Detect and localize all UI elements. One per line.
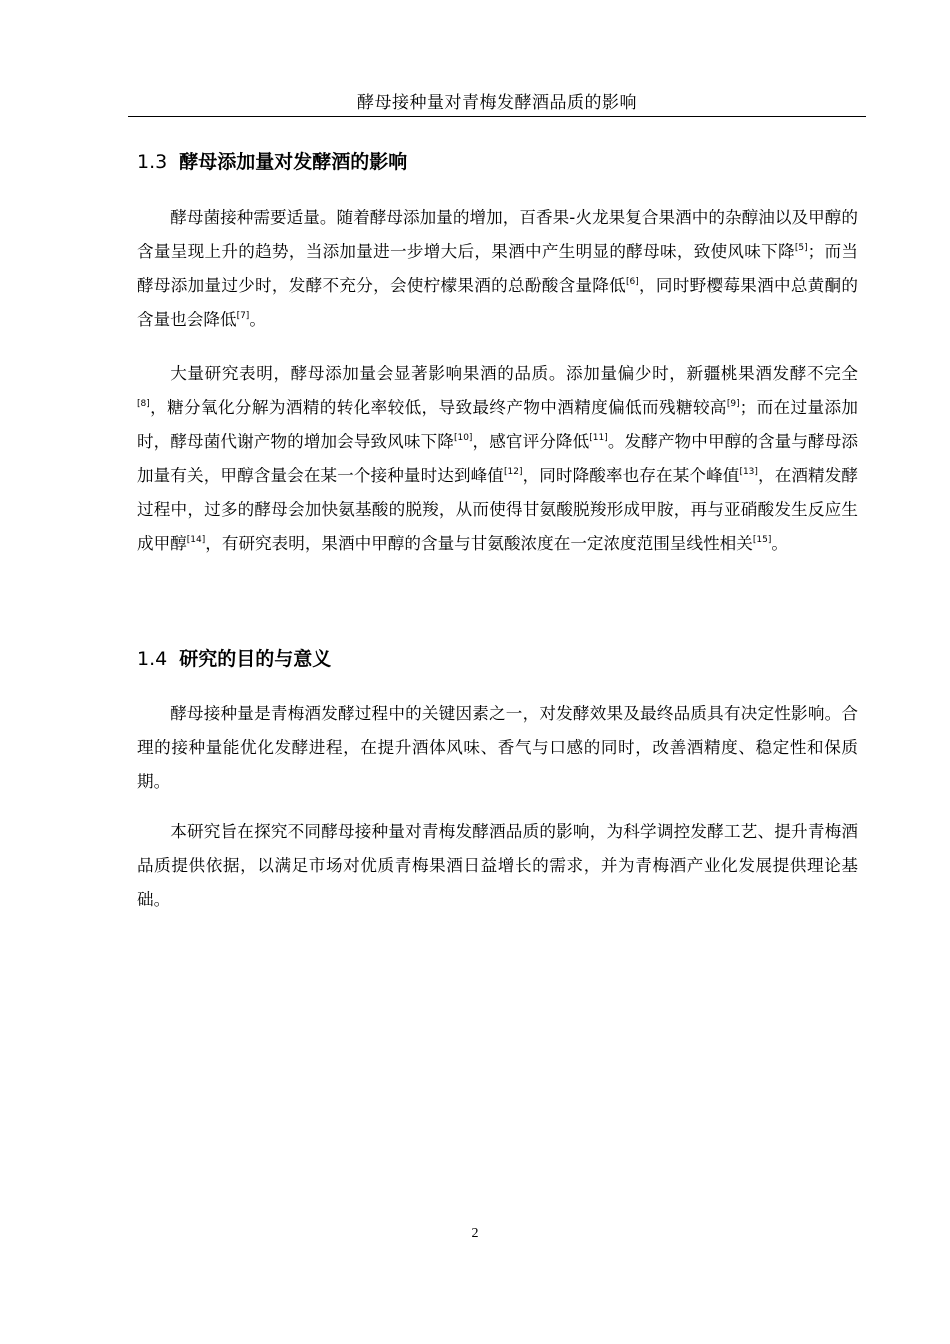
citation-ref: [12] [504,467,523,477]
citation-ref: [6] [626,277,639,287]
citation-ref: [9] [726,399,740,409]
section-number: 1.4 [137,648,168,670]
paragraph [137,815,858,917]
citation-ref: [10] [453,433,473,443]
paragraph-text: 酵母菌接种需要适量。随着酵母添加量的增加，百香果-火龙果复合果酒中的杂醇油以及甲醇的含量呈现上升的趋势，当添加量进一步增大后，果酒中产生明显的酵母味，致使风味下降 [137,208,858,261]
citation-ref: [13] [739,467,758,477]
paragraph-text: ，感官评分降低 [472,432,590,451]
running-header: 酵母接种量对青梅发酵酒品质的影响 [128,90,866,117]
citation-ref: [11] [589,433,608,443]
paragraph-text: 本研究旨在探究不同酵母接种量对青梅发酵酒品质的影响，为科学调控发酵工艺、提升青梅酒品质提供依据，以满足市场对优质青梅果酒日益增长的需求，并为青梅酒产业化发展提供理论基础。 [137,822,858,909]
citation-ref: [5] [794,243,808,253]
paragraph-text: ，糖分氧化分解为酒精的转化率较低，导致最终产物中酒精度偏低而残糖较高 [149,398,727,417]
section-title: 研究的目的与意义 [179,648,332,670]
citation-ref: [8] [137,399,150,409]
paragraph-text: ，同时降酸率也存在某个峰值 [522,466,740,485]
section-heading-1-3 [137,148,857,176]
paragraph-text: ，同时野樱莓果酒中总黄酮的含量也会降低 [137,276,859,329]
citation-ref: [15] [752,535,772,545]
paragraph-text: 。 [249,310,266,329]
paragraph [137,357,858,561]
paragraph [137,697,858,799]
page-number: 2 [471,1226,479,1241]
citation-ref: [14] [186,535,206,545]
section-number: 1.3 [137,151,168,173]
paragraph-text: 。发酵产物中甲醇的含量与酵母添加量有关，甲醇含量会在某一个接种量时达到峰值 [137,432,859,485]
paragraph-text: ；而当酵母添加量过少时，发酵不充分，会使柠檬果酒的总酚酸含量降低 [137,242,859,295]
paragraph-text: ，有研究表明，果酒中甲醇的含量与甘氨酸浓度在一定浓度范围呈线性相关 [205,534,753,553]
paragraph-text: 大量研究表明，酵母添加量会显著影响果酒的品质。添加量偏少时，新疆桃果酒发酵不完全 [170,364,858,383]
paragraph [137,201,858,337]
section-heading-1-4 [137,645,857,673]
section-title: 酵母添加量对发酵酒的影响 [179,151,408,173]
paragraph-text: ；而在过量添加时，酵母菌代谢产物的增加会导致风味下降 [137,398,858,451]
paragraph-text: ，在酒精发酵过程中，过多的酵母会加快氨基酸的脱羧，从而使得甘氨酸脱羧形成甲胺，再与亚硝酸发生反应生成甲醇 [137,466,859,553]
paragraph-text: 酵母接种量是青梅酒发酵过程中的关键因素之一，对发酵效果及最终品质具有决定性影响。合理的接种量能优化发酵进程，在提升酒体风味、香气与口感的同时，改善酒精度、稳定性和保质期。 [137,704,858,791]
citation-ref: [7] [236,311,250,321]
paragraph-text: 。 [771,534,788,553]
